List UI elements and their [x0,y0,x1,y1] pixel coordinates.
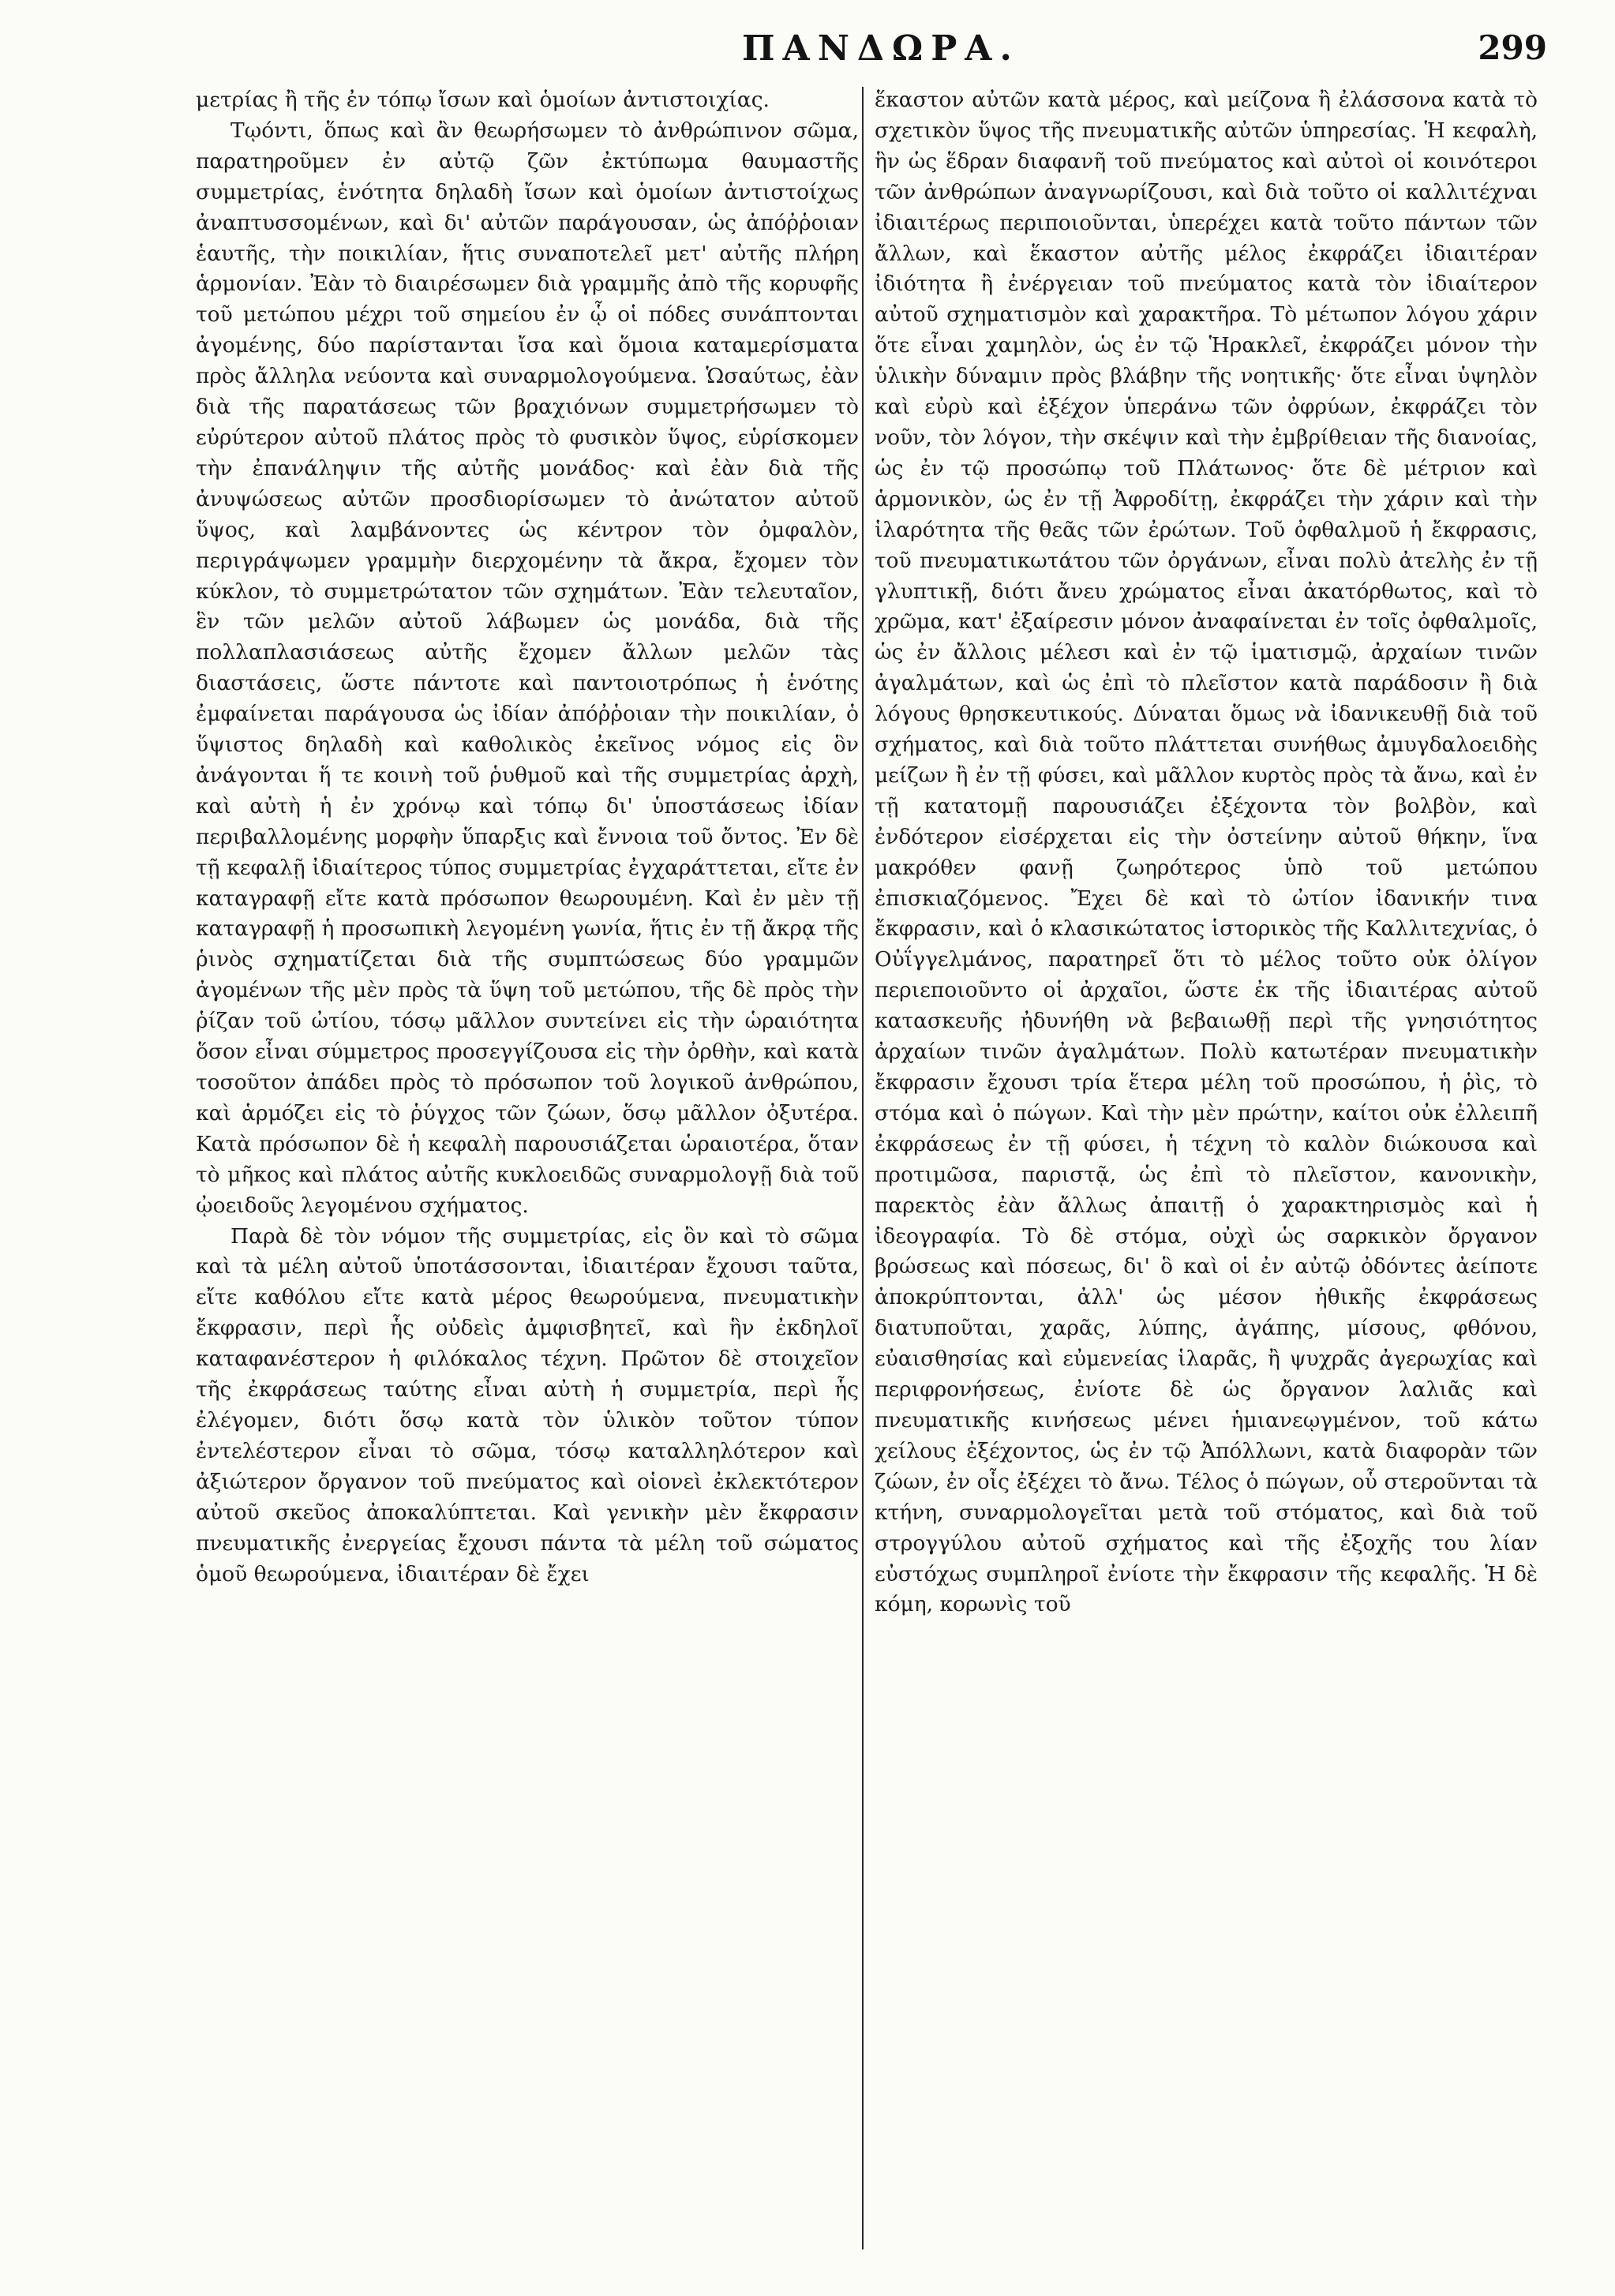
column-divider [862,87,864,2249]
page-number: 299 [1478,28,1547,67]
left-column [196,85,859,2264]
journal-title: ΠΑΝΔΩΡΑ. [742,28,1020,69]
right-paragraph-1: ἕκαστον αὐτῶν κατὰ μέρος, καὶ μείζονα ἢ ἐλάσσονα κατὰ τὸ σχετικὸν ὕψος τῆς πνευματικῆς αὐτῶν ὑπηρεσίας. Ἡ κεφαλὴ, ἣν ὡς ἕδραν διαφανῆ τοῦ πνεύματος καὶ αὐτοὶ οἱ κοινότεροι τῶν ἀνθρώπων ἀναγνωρίζουσι, καὶ διὰ τοῦτο οἱ καλλιτέχναι ἰδιαιτέρως περιποιοῦνται, ὑπερέχει κατὰ τοῦτο πάντων τῶν ἄλλων, καὶ ἕκαστον αὐτῆς μέλος ἐκφράζει ἰδιαιτέραν ἰδιότητα ἢ ἐνέργειαν τοῦ πνεύματος κατὰ τὸν ἰδιαίτερον αὐτοῦ σχηματισμὸν καὶ χαρακτῆρα. Τὸ μέτωπον λόγου χάριν ὅτε εἶναι χαμηλὸν, ὡς ἐν τῷ Ἡρακλεῖ, ἐκφράζει μόνον τὴν ὑλικὴν δύναμιν πρὸς βλάβην τῆς νοητικῆς· ὅτε εἶναι ὑψηλὸν καὶ εὐρὺ καὶ ἐξέχον ὑπεράνω τῶν ὀφρύων, ἐκφράζει τὸν νοῦν, τὸν λόγον, τὴν σκέψιν καὶ τὴν ἐμβρίθειαν τῆς διανοίας, ὡς ἐν τῷ προσώπῳ τοῦ Πλάτωνος· ὅτε δὲ μέτριον καὶ ἁρμονικὸν, ὡς ἐν τῇ Ἀφροδίτῃ, ἐκφράζει τὴν χάριν καὶ τὴν ἱλαρότητα τῆς θεᾶς τῶν ἐρώτων. Τοῦ ὀφθαλμοῦ ἡ ἔκφρασις, τοῦ πνευματικωτάτου τῶν ὀργάνων, εἶναι πολὺ ἀτελὴς ἐν τῇ γλυπτικῇ, διότι ἄνευ χρώματος εἶναι ἀκατόρθωτος, καὶ τὸ χρῶμα, κατ' ἐξαίρεσιν μόνον ἀναφαίνεται ἐν τοῖς ὀφθαλμοῖς, ὡς ἐν ἄλλοις μέλεσι καὶ ἐν τῷ ἱματισμῷ, ἀρχαίων τινῶν ἀγαλμάτων, καὶ ὡς ἐπὶ τὸ πλεῖστον κατὰ παράδοσιν ἢ διὰ λόγους θρησκευτικούς. Δύναται ὅμως νὰ ἰδανικευθῇ διὰ τοῦ σχήματος, καὶ διὰ τοῦτο πλάττεται συνήθως ἀμυγδαλοειδὴς μείζων ἢ ἐν τῇ φύσει, καὶ μᾶλλον κυρτὸς πρὸς τὰ ἄνω, καὶ ἐν τῇ κατατομῇ παρουσιάζει ἐξέχοντα τὸν βολβὸν, καὶ ἐνδότερον εἰσέρχεται εἰς τὴν ὀστείνην αὐτοῦ θήκην, ἵνα μακρόθεν φανῇ ζωηρότερος ὑπὸ τοῦ μετώπου ἐπισκιαζόμενος. Ἔχει δὲ καὶ τὸ ὠτίον ἰδανικήν τινα ἔκφρασιν, καὶ ὁ κλασικώτατος ἱστορικὸς τῆς Καλλιτεχνίας, ὁ Οὐΐγγελμάνος, παρατηρεῖ ὅτι τὸ μέλος τοῦτο οὐκ ὀλίγον περιεποιοῦντο οἱ ἀρχαῖοι, ὥστε ἐκ τῆς ἰδιαιτέρας αὐτοῦ κατασκευῆς ἠδυνήθη νὰ βεβαιωθῇ περὶ τῆς γνησιότητος ἀρχαίων τινῶν ἀγαλμάτων. Πολὺ κατωτέραν πνευματικὴν ἔκφρασιν ἔχουσι τρία ἕτερα μέλη τοῦ προσώπου, ἡ ῥὶς, τὸ στόμα καὶ ὁ πώγων. Καὶ τὴν μὲν πρώτην, καίτοι οὐκ ἐλλειπῆ ἐκφράσεως ἐν τῇ φύσει, ἡ τέχνη τὸ καλὸν διώκουσα καὶ προτιμῶσα, παριστᾷ, ὡς ἐπὶ τὸ πλεῖστον, κανονικὴν, παρεκτὸς ἐὰν ἄλλως ἀπαιτῇ ὁ χαρακτηρισμὸς καὶ ἡ ἰδεογραφία. Τὸ δὲ στόμα, οὐχὶ ὡς σαρκικὸν ὄργανον βρώσεως καὶ πόσεως, δι' ὃ καὶ οἱ ἐν αὐτῷ ὀδόντες ἀείποτε ἀποκρύπτονται, ἀλλ' ὡς μέσον ἠθικῆς ἐκφράσεως διατυποῦται, χαρᾶς, λύπης, ἀγάπης, μίσους, φθόνου, εὐαισθησίας καὶ εὐμενείας ἱλαρᾶς, ἢ ψυχρᾶς ἀγερωχίας καὶ περιφρονήσεως, ἐνίοτε δὲ ὡς ὄργανον λαλιᾶς καὶ πνευματικῆς κινήσεως μένει ἡμιανεῳγμένον, τοῦ κάτω χείλους ἐξέχοντος, ὡς ἐν τῷ Ἀπόλλωνι, κατὰ διαφορὰν τῶν ζώων, ἐν οἷς ἐξέχει τὸ ἄνω. Τέλος ὁ πώγων, οὗ στεροῦνται τὰ κτήνη, συναρμολογεῖται μετὰ τοῦ στόματος, καὶ διὰ τοῦ στρογγύλου αὐτοῦ σχήματος καὶ τῆς ἐξοχῆς του λίαν εὐστόχως συμπληροῖ ἐνίοτε τὴν ἔκφρασιν τῆς κεφαλῆς. Ἡ δὲ κόμη, κορωνὶς τοῦ [875,88,1538,1617]
page-header [197,22,1547,85]
left-paragraph-2: Τῳόντι, ὅπως καὶ ἂν θεωρήσωμεν τὸ ἀνθρώπινον σῶμα, παρατηροῦμεν ἐν αὐτῷ ζῶν ἐκτύπωμα θαυμαστῆς συμμετρίας, ἑνότητα δηλαδὴ ἴσων καὶ ὁμοίων ἀντιστοίχως ἀναπτυσσομένων, καὶ δι' αὐτῶν παράγουσαν, ὡς ἀπόῤῥοιαν ἑαυτῆς, τὴν ποικιλίαν, ἥτις συναποτελεῖ μετ' αὐτῆς πλήρη ἁρμονίαν. Ἐὰν τὸ διαιρέσωμεν διὰ γραμμῆς ἀπὸ τῆς κορυφῆς τοῦ μετώπου μέχρι τοῦ σημείου ἐν ᾧ οἱ πόδες συνάπτονται ἀγομένης, δύο παρίστανται ἴσα καὶ ὅμοια καταμερίσματα πρὸς ἄλληλα νεύοντα καὶ συναρμολογούμενα. Ὡσαύτως, ἐὰν διὰ τῆς παρατάσεως τῶν βραχιόνων συμμετρήσωμεν τὸ εὐρύτερον αὐτοῦ πλάτος πρὸς τὸ φυσικὸν ὕψος, εὑρίσκομεν τὴν ἐπανάληψιν τῆς αὐτῆς μονάδος· καὶ ἐὰν διὰ τῆς ἀνυψώσεως αὐτῶν προσδιορίσωμεν τὸ ἀνώτατον αὐτοῦ ὕψος, καὶ λαμβάνοντες ὡς κέντρον τὸν ὀμφαλὸν, περιγράψωμεν γραμμὴν διερχομένην τὰ ἄκρα, ἔχομεν τὸν κύκλον, τὸ συμμετρώτατον τῶν σχημάτων. Ἐὰν τελευταῖον, ἓν τῶν μελῶν αὐτοῦ λάβωμεν ὡς μονάδα, διὰ τῆς πολλαπλασιάσεως αὐτῆς ἔχομεν ἄλλων μελῶν τὰς διαστάσεις, ὥστε πάντοτε καὶ παντοιοτρόπως ἡ ἑνότης ἐμφαίνεται παράγουσα ὡς ἰδίαν ἀπόῤῥοιαν τὴν ποικιλίαν, ὁ ὕψιστος δηλαδὴ καὶ καθολικὸς ἐκεῖνος νόμος εἰς ὃν ἀνάγονται ἥ τε κοινὴ τοῦ ῥυθμοῦ καὶ τῆς συμμετρίας ἀρχὴ, καὶ αὐτὴ ἡ ἐν χρόνῳ καὶ τόπῳ δι' ὑποστάσεως ἰδίαν περιβαλλομένης μορφὴν ὕπαρξις καὶ ἔννοια τοῦ ὄντος. Ἐν δὲ τῇ κεφαλῇ ἰδιαίτερος τύπος συμμετρίας ἐγχαράττεται, εἴτε ἐν καταγραφῇ εἴτε κατὰ πρόσωπον θεωρουμένη. Καὶ ἐν μὲν τῇ καταγραφῇ ἡ προσωπικὴ λεγομένη γωνία, ἥτις ἐν τῇ ἄκρᾳ τῆς ῥινὸς σχηματίζεται διὰ τῆς συμπτώσεως δύο γραμμῶν ἀγομένων τῆς μὲν πρὸς τὰ ὕψη τοῦ μετώπου, τῆς δὲ πρὸς τὴν ῥίζαν τοῦ ὠτίου, τόσῳ μᾶλλον συντείνει εἰς τὴν ὡραιότητα ὅσον εἶναι σύμμετρος προσεγγίζουσα εἰς τὴν ὀρθὴν, καὶ κατὰ τοσοῦτον ἀπάδει πρὸς τὸ πρόσωπον τοῦ λογικοῦ ἀνθρώπου, καὶ ἁρμόζει εἰς τὸ ῥύγχος τῶν ζώων, ὅσῳ μᾶλλον ὀξυτέρα. Κατὰ πρόσωπον δὲ ἡ κεφαλὴ παρουσιάζεται ὡραιοτέρα, ὅταν τὸ μῆκος καὶ πλάτος αὐτῆς κυκλοειδῶς συναρμολογῇ διὰ τοῦ ᾠοειδοῦς λεγομένου σχήματος. [196,118,859,1218]
right-column [875,85,1538,2264]
left-paragraph-3: Παρὰ δὲ τὸν νόμον τῆς συμμετρίας, εἰς ὃν καὶ τὸ σῶμα καὶ τὰ μέλη αὐτοῦ ὑποτάσσονται, ἰδιαιτέραν ἔχουσι ταῦτα, εἴτε καθόλου εἴτε κατὰ μέρος θεωρούμενα, πνευματικὴν ἔκφρασιν, περὶ ἧς οὐδεὶς ἀμφισβητεῖ, καὶ ἣν ἐκδηλοῖ καταφανέστερον ἡ φιλόκαλος τέχνη. Πρῶτον δὲ στοιχεῖον τῆς ἐκφράσεως ταύτης εἶναι αὐτὴ ἡ συμμετρία, περὶ ἧς ἐλέγομεν, διότι ὅσῳ κατὰ τὸν ὑλικὸν τοῦτον τύπον ἐντελέστερον εἶναι τὸ σῶμα, τόσῳ καταλληλότερον καὶ ἀξιώτερον ὄργανον τοῦ πνεύματος καὶ οἱονεὶ ἐκλεκτότερον αὐτοῦ σκεῦος ἀποκαλύπτεται. Καὶ γενικὴν μὲν ἔκφρασιν πνευματικῆς ἐνεργείας ἔχουσι πάντα τὰ μέλη τοῦ σώματος ὁμοῦ θεωρούμενα, ἰδιαιτέραν δὲ ἔχει [196,1223,859,1586]
left-paragraph-1: μετρίας ἢ τῆς ἐν τόπῳ ἴσων καὶ ὁμοίων ἀντιστοιχίας. [196,88,770,112]
